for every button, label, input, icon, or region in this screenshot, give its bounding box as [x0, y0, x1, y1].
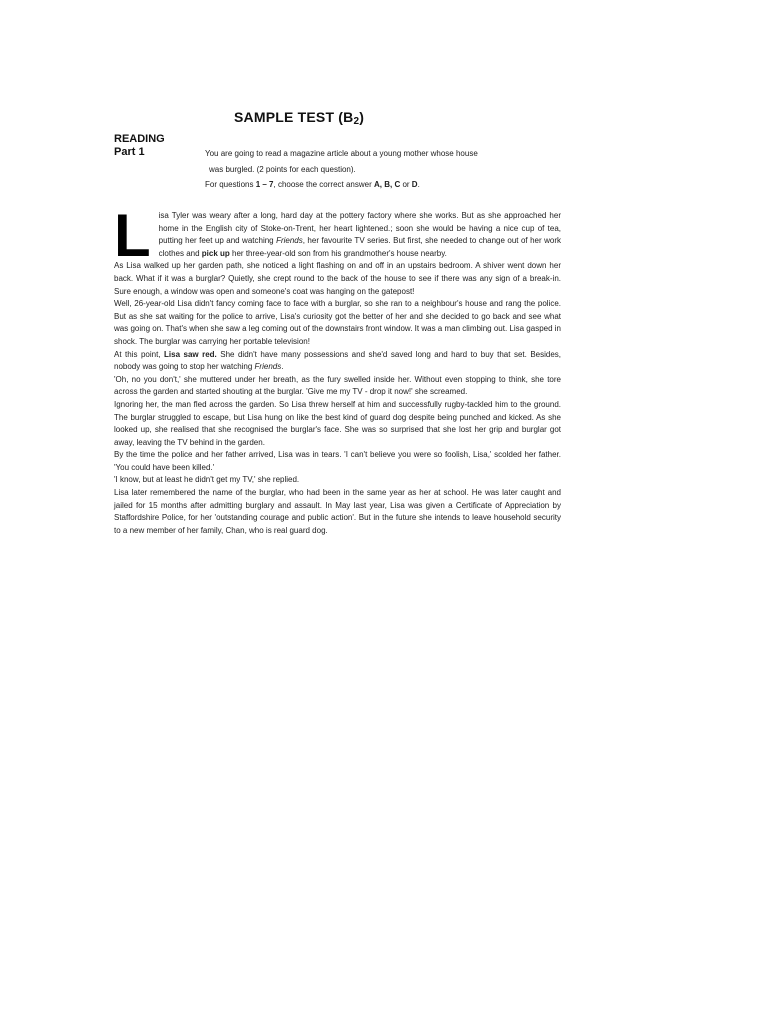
instruction-line-2: was burgled. (2 points for each question).	[209, 164, 356, 174]
p4-show-title: Friends	[254, 362, 282, 372]
part-label: Part 1	[114, 146, 145, 158]
p1-bold-phrase: pick up	[201, 248, 230, 258]
article-paragraph-2: As Lisa walked up her garden path, she noticed a light flashing on and off in an upstairs bedroom. A shiver went down her back. What if it was a burglar? Quietly, she crept round to the back of the house to see if there was any sign of a break-in. Sure enough, a window was open and someone's coat was hanging on the gatepost!	[114, 261, 561, 296]
article-paragraph-1	[114, 202, 561, 269]
article-paragraph-5: 'Oh, no you don't,' she muttered under her breath, as the fury swelled inside her. Without even stopping to think, she tore across the garden and started shouting at the burglar. 'Give me my TV - drop it now!' she screamed.	[114, 374, 561, 397]
drop-cap: L	[114, 202, 151, 269]
instructions	[205, 146, 565, 193]
article-paragraph-6: Ignoring her, the man fled across the garden. So Lisa threw herself at him and successfully rugby-tackled him to the ground. The burglar struggled to escape, but Lisa hung on like the best kind of guard dog despite being punched and kicked. As she looked up, she realised that she recognised the burglar's face. She was so surprised that she lost her grip and burglar got away, leaving the TV behind in the garden.	[114, 399, 561, 447]
instruction-line-1: You are going to read a magazine article about a young mother whose house	[205, 149, 478, 158]
title-close: )	[359, 109, 365, 125]
section-heading	[114, 133, 165, 159]
instruction-range: 1 – 7	[255, 180, 274, 189]
article-paragraph-9: Lisa later remembered the name of the burglar, who had been in the same year as her at school. He was later caught and jailed for 15 months after admitting burglary and assault. In May last year, Lisa was given a Certificate of Appreciation by Staffordshire Police, for her 'outstanding courage and public action'. But in the future she intends to leave household security to a new member of her family, Chan, who is real guard dog.	[114, 488, 561, 535]
p1-text-c: her three-year-old son from his grandmother's house nearby.	[229, 248, 447, 258]
p4-text-a: At this point,	[114, 349, 165, 359]
p4-bold-phrase: Lisa saw red.	[164, 349, 217, 359]
page-title	[234, 109, 364, 127]
p1-text-b: , her favourite TV series. But first, she needed to change out of her work clothes and	[158, 236, 561, 258]
instruction-end: .	[417, 180, 420, 189]
article-paragraph-4	[114, 349, 561, 374]
instruction-last-option: D	[411, 180, 418, 189]
instruction-line-3	[205, 177, 565, 193]
p1-text-a: isa Tyler was weary after a long, hard day at the pottery factory where she works. But as she approached her home in the English city of Stoke-on-Trent, her heart lightened.; soon she would be having a nice cup of tea, putting her feet up and watching	[158, 211, 561, 246]
article-paragraph-8: 'I know, but at least he didn't get my TV,' she replied.	[114, 475, 300, 485]
instruction-or: or	[400, 180, 412, 189]
p4-text-b: She didn't have many possessions and she'd saved long and hard to buy that set. Besides, nobody was going to stop her watching	[114, 349, 562, 372]
title-subscript: 2	[353, 116, 360, 127]
instruction-mid: , choose the correct answer	[273, 180, 374, 189]
p1-show-title: Friends	[276, 236, 303, 246]
section-label: READING	[114, 133, 165, 145]
article-paragraph-3: Well, 26-year-old Lisa didn't fancy coming face to face with a burglar, so she ran to a neighbour's house and rang the police. But as she sat waiting for the police to arrive, Lisa's curiosity got the better of her and she decided to go back and see what was going on. That's when she saw a leg coming out of the downstairs front window. It was a man climbing out. Lisa gasped in shock. The burglar was carrying her portable television!	[114, 299, 561, 346]
title-text: SAMPLE TEST (B	[234, 109, 354, 125]
p4-text-c: .	[281, 362, 284, 372]
instruction-prefix: For questions	[205, 180, 256, 189]
instruction-options: A, B, C	[374, 180, 401, 189]
article-paragraph-7: By the time the police and her father arrived, Lisa was in tears. 'I can't believe you were so foolish, Lisa,' scolded her father. 'You could have been killed.'	[114, 450, 561, 472]
article-body	[114, 202, 562, 537]
